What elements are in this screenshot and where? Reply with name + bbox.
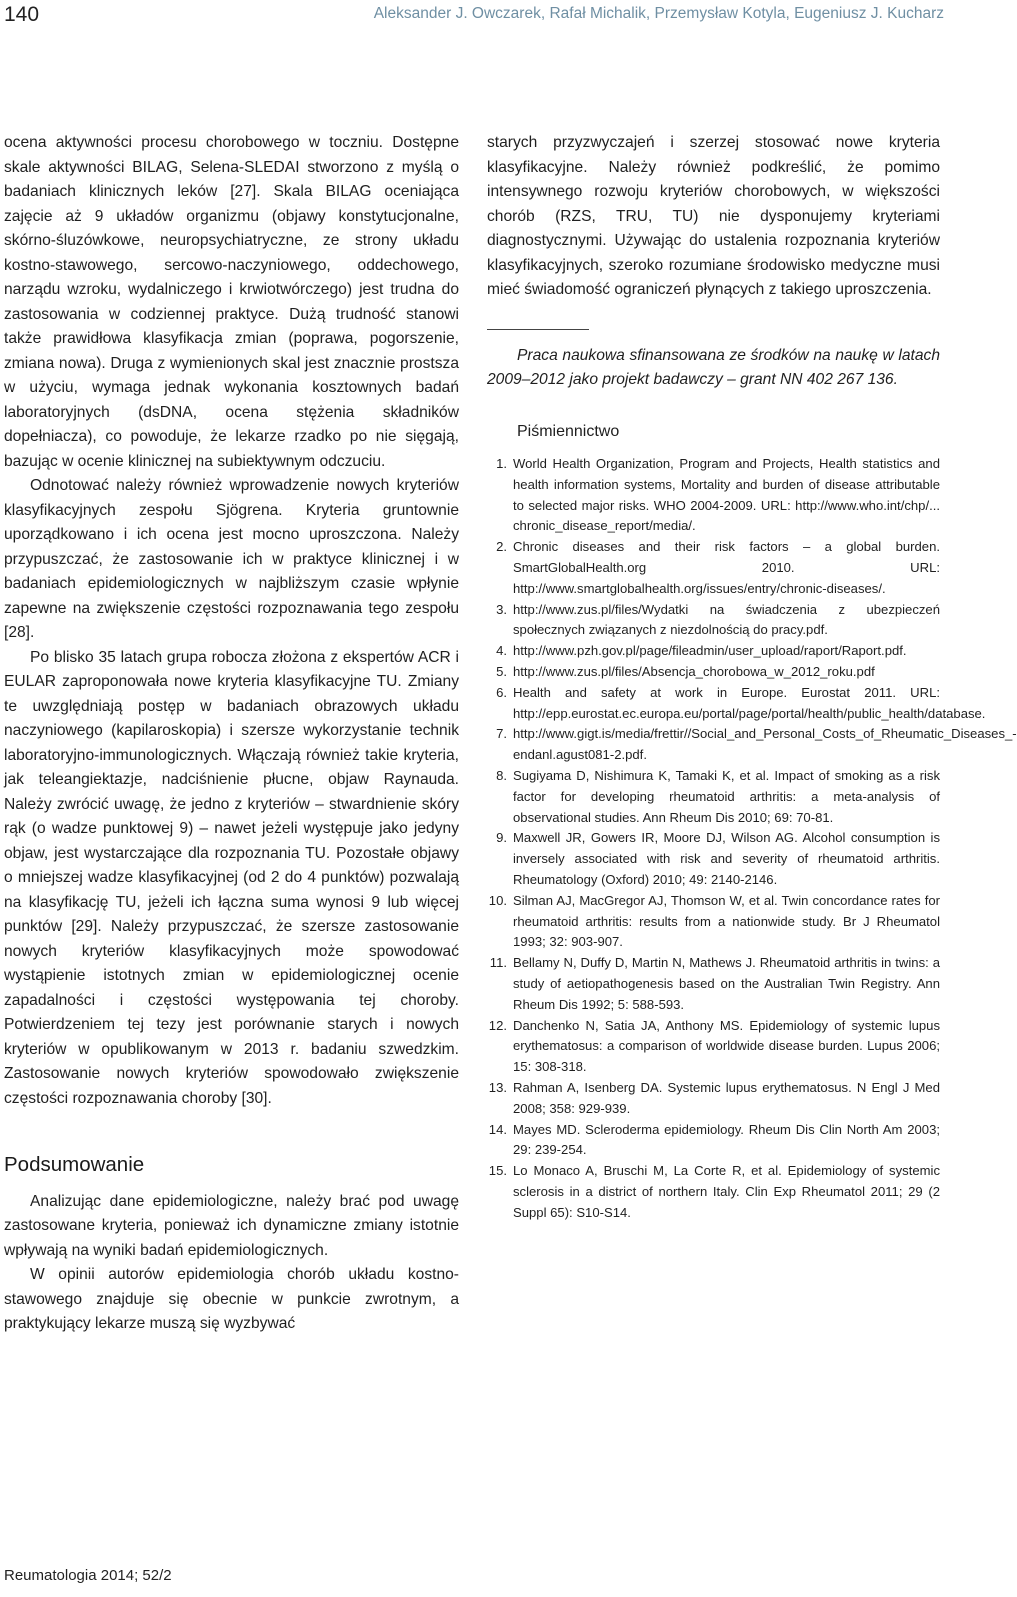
reference-text: http://www.gigt.is/media/frettir//Social_and_Personal_Costs_of_Rheumatic_Diseases_-endanl.agust081-2.pdf. [513, 726, 1017, 763]
reference-item [487, 1078, 940, 1120]
reference-item [487, 537, 940, 599]
reference-number: 3. [496, 601, 507, 617]
reference-item [487, 662, 940, 683]
reference-item [487, 891, 940, 953]
reference-number: 7. [496, 726, 507, 742]
reference-number: 2. [496, 539, 507, 555]
references-heading: Piśmiennictwo [517, 422, 620, 440]
reference-number: 11. [489, 955, 507, 971]
reference-number: 12. [488, 1017, 507, 1033]
reference-number: 10. [488, 892, 507, 908]
reference-text: Lo Monaco A, Bruschi M, La Corte R, et al. Epidemiology of systemic sclerosis in a district of northern Italy. Clin Exp Rheumatol 2011; 29 (2 Suppl 65): S10-S14. [513, 1163, 940, 1220]
reference-text: Chronic diseases and their risk factors – a global burden. SmartGlobalHealth.org 2010. URL: http://www.smartglobalhealth.org/issues/entry/chronic-diseases/. [513, 539, 940, 596]
funding-note: Praca naukowa sfinansowana ze środków na naukę w latach 2009–2012 jako projekt badawczy – grant NN 402 267 136. [487, 346, 940, 388]
reference-number: 15. [488, 1163, 507, 1179]
running-head-authors: Aleksander J. Owczarek, Rafał Michalik, Przemysław Kotyla, Eugeniusz J. Kucharz [373, 5, 944, 22]
reference-number: 4. [496, 643, 507, 659]
reference-item [487, 641, 940, 662]
summary-paragraph: Analizując dane epidemiologiczne, należy brać pod uwagę zastosowane kryteria, ponieważ ich dynamiczne zmiany istotnie wpływają na wyniki badań epidemiologicznych. [4, 1192, 459, 1259]
body-paragraph-continuation: starych przyzwyczajeń i szerzej stosować nowe kryteria klasyfikacyjne. Należy również podkreślić, że pomimo intensywnego rozwoju kryteriów chorobowych, w większości chorób (RZS, TRU, TU) nie dysponujemy kryteriami diagnostycznymi. Używając do ustalenia rozpoznania kryteriów klasyfikacyjnych, szeroko rozumiane środowisko medyczne musi mieć świadomość ograniczeń płynących z takiego uproszczenia. [487, 134, 940, 298]
reference-item [487, 1120, 940, 1162]
reference-number: 6. [496, 684, 507, 700]
footnote-divider [487, 329, 589, 330]
reference-number: 13. [488, 1079, 507, 1095]
reference-number: 1. [496, 456, 507, 471]
reference-item [487, 1161, 940, 1223]
reference-item [487, 683, 986, 725]
reference-item [487, 1016, 940, 1078]
reference-text: Health and safety at work in Europe. Eurostat 2011. URL: http://epp.eurostat.ec.europa.eu/portal/page/portal/health/public_health/database. [513, 684, 986, 721]
reference-item [487, 724, 1017, 766]
reference-number: 8. [496, 767, 507, 783]
right-column [487, 131, 1017, 1223]
reference-number: 5. [496, 663, 507, 679]
summary-paragraph: W opinii autorów epidemiologia chorób układu kostno-stawowego znajduje się obecnie w punkcie zwrotnym, a praktykujący lekarze muszą się wyzbywać [4, 1266, 459, 1332]
reference-text: Sugiyama D, Nishimura K, Tamaki K, et al. Impact of smoking as a risk factor for developing rheumatoid arthritis: a meta-analysis of observational studies. Ann Rheum Dis 2010; 69: 70-81. [513, 767, 940, 825]
reference-text: World Health Organization, Program and Projects, Health statistics and health information systems, Mortality and burden of disease attributable to selected major risks. WHO 2004-2009. URL: http://www.who.int/chp/... chronic_disease_report/media/. [513, 456, 940, 534]
body-paragraph: ocena aktywności procesu chorobowego w toczniu. Dostępne skale aktywności BILAG, Selena-SLEDAI stworzono z myślą o badaniach klinicznych leków [27]. Skala BILAG oceniająca zajęcie aż 9 układów organizmu (objawy konstytucjonalne, skórno-śluzówkowe, neuropsychiatryczne, ze strony układu kostno-stawowego, sercowo-naczyniowego, oddechowego, narządu wzroku, wydalniczego i krwiotwórczego) jest trudna do zastosowania w codziennej praktyce. Dużą trudność stanowi także prawidłowa klasyfikacja zmian (poprawa, pogorszenie, zmiana nowa). Druga z wymienionych skal jest znacznie prostsza w użyciu, wymaga jednak wykonania kosztownych badań laboratoryjnych (dsDNA, ocena stężenia składników dopełniacza), co powoduje, że lekarze rzadko po nie sięgają, bazując w ocenie klinicznej na subiektywnym odczuciu. [4, 134, 459, 470]
section-heading-summary: Podsumowanie [4, 1153, 145, 1176]
reference-text: Rahman A, Isenberg DA. Systemic lupus erythematosus. N Engl J Med 2008; 358: 929-939. [513, 1079, 940, 1116]
reference-text: Bellamy N, Duffy D, Martin N, Mathews J. Rheumatoid arthritis in twins: a study of aetiopathogenesis based on the Australian Twin Registry. Ann Rheum Dis 1992; 5: 588-593. [513, 955, 940, 1012]
left-column [4, 131, 459, 1337]
reference-number: 14. [488, 1121, 507, 1137]
body-paragraph: Odnotować należy również wprowadzenie nowych kryteriów klasyfikacyjnych zespołu Sjögrena. Kryteria gruntownie uporządkowano i ich ocena jest mocno uproszczona. Należy przypuszczać, że zastosowanie ich w praktyce klinicznej i w badaniach epidemiologicznych w najbliższym czasie wpłynie zapewne na zwiększenie częstości rozpoznawania tego zespołu [28]. [4, 477, 459, 641]
reference-text: http://www.pzh.gov.pl/page/fileadmin/user_upload/raport/Raport.pdf. [513, 643, 907, 659]
reference-item [487, 454, 940, 537]
reference-text: Maxwell JR, Gowers IR, Moore DJ, Wilson AG. Alcohol consumption is inversely associated with risk and severity of rheumatoid arthritis. Rheumatology (Oxford) 2010; 49: 2140-2146. [513, 830, 940, 887]
journal-footer: Reumatologia 2014; 52/2 [4, 1567, 172, 1584]
reference-text: Silman AJ, MacGregor AJ, Thomson W, et al. Twin concordance rates for rheumatoid arthritis: results from a nationwide study. Br J Rheumatol 1993; 32: 903-907. [513, 892, 940, 950]
reference-number: 9. [496, 830, 507, 846]
reference-item [487, 828, 940, 890]
reference-text: Danchenko N, Satia JA, Anthony MS. Epidemiology of systemic lupus erythematosus: a comparison of worldwide disease burden. Lupus 2006; 15: 308-318. [513, 1017, 940, 1075]
reference-item [487, 600, 940, 642]
reference-text: Mayes MD. Scleroderma epidemiology. Rheum Dis Clin North Am 2003; 29: 239-254. [513, 1121, 940, 1158]
reference-item [487, 953, 940, 1015]
reference-text: http://www.zus.pl/files/Absencja_chorobowa_w_2012_roku.pdf [513, 663, 875, 679]
page-number: 140 [4, 3, 40, 26]
reference-item [487, 766, 940, 828]
body-paragraph: Po blisko 35 latach grupa robocza złożona z ekspertów ACR i EULAR zaproponowała nowe kryteria klasyfikacyjne TU. Zmiany te uwzględniają postęp w badaniach obrazowych układu naczyniowego (kapilaroskopia) i szersze wykorzystanie technik laboratoryjno-immunologicznych. Włączają również takie kryteria, jak teleangiektazje, nadciśnienie płucne, objaw Raynauda. Należy zwrócić uwagę, że jedno z kryteriów – stwardnienie skóry rąk (o wadze punktowej 9) – nawet jeżeli występuje jako jedyny objaw, jest wystarczające dla rozpoznania TU. Pozostałe objawy o mniejszej wadze klasyfikacyjnej (od 2 do 4 punktów) pozwalają na klasyfikację TU, jeżeli ich łączna suma wynosi 9 lub więcej punktów [29]. Należy przypuszczać, że szersze zastosowanie nowych kryteriów klasyfikacyjnych może spowodować wystąpienie istotnych zmian w epidemiologicznej ocenie zapadalności i częstości występowania tej choroby. Potwierdzeniem tej tezy jest porównanie starych i nowych kryteriów w opublikowanym w 2013 r. badaniu szwedzkim. Zastosowanie nowych kryteriów spowodowało zwiększenie częstości rozpoznawania choroby [30]. [4, 648, 459, 1107]
reference-text: http://www.zus.pl/files/Wydatki na świadczenia z ubezpieczeń społecznych związanych z niezdolnością do pracy.pdf. [513, 601, 940, 638]
references-list [487, 454, 1017, 1223]
